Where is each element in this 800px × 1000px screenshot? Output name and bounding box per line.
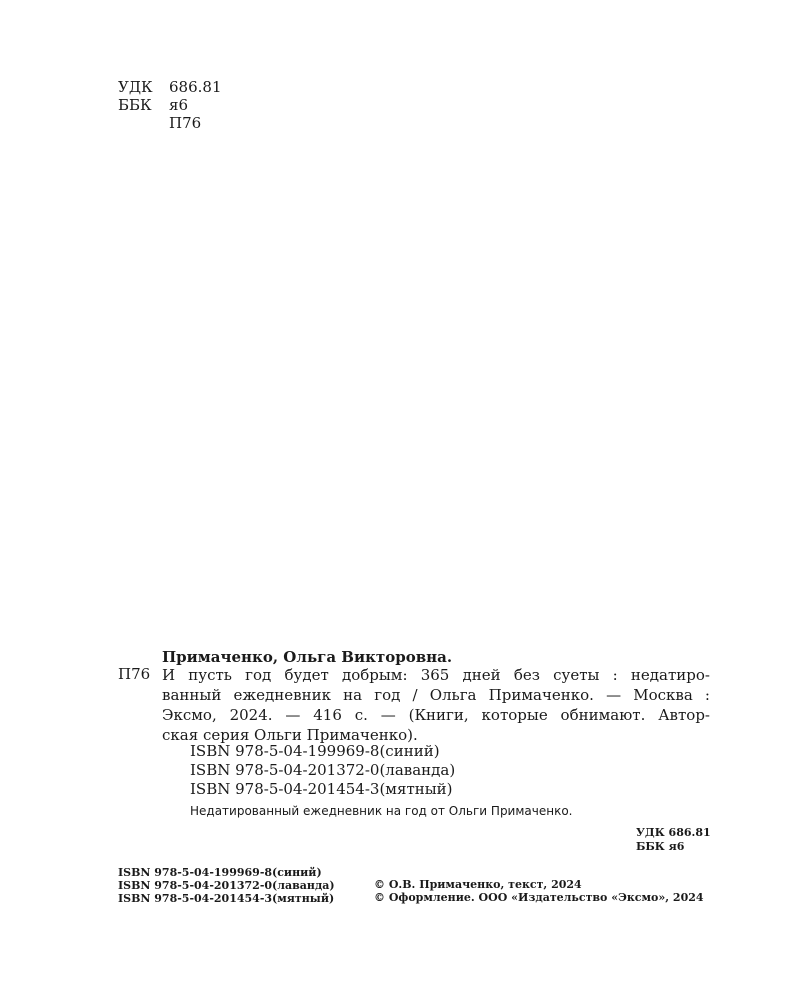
isbn-entry: ISBN 978-5-04-201454-3(мятный) [190, 780, 453, 798]
footer-udk: УДК 686.81 [636, 826, 711, 839]
description-line: ванный ежедневник на год / Ольга Примаченко. — Москва : [162, 686, 710, 704]
description-line: Эксмо, 2024. — 416 с. — (Книги, которые обнимают. Автор- [162, 706, 710, 724]
footer-classification [636, 826, 711, 854]
udk-row [118, 78, 222, 96]
bbk-label: ББК [118, 96, 152, 114]
copyright-block [374, 878, 704, 904]
footer-isbn-list [118, 866, 335, 905]
annotation: Недатированный ежедневник на год от Ольги Примаченко. [190, 804, 573, 818]
classification-block [118, 78, 222, 132]
footer-isbn-entry: ISBN 978-5-04-201454-3(мятный) [118, 892, 335, 905]
udk-label: УДК [118, 78, 153, 96]
footer-bbk: ББК я6 [636, 840, 685, 853]
record-code: П76 [118, 665, 151, 683]
author-sign-label [118, 114, 169, 132]
description-line: ская серия Ольги Примаченко). [162, 726, 418, 744]
udk-value: 686.81 [169, 78, 222, 96]
bbk-row [118, 96, 222, 114]
isbn-entry: ISBN 978-5-04-201372-0(лаванда) [190, 761, 456, 779]
author-sign-value: П76 [169, 114, 202, 132]
footer-isbn-entry: ISBN 978-5-04-201372-0(лаванда) [118, 879, 335, 892]
isbn-list [190, 742, 455, 799]
copyright-text: © О.В. Примаченко, текст, 2024 [374, 878, 582, 891]
copyright-design: © Оформление. ООО «Издательство «Эксмо», 2024 [374, 891, 704, 904]
isbn-entry: ISBN 978-5-04-199969-8(синий) [190, 742, 440, 760]
footer-isbn-entry: ISBN 978-5-04-199969-8(синий) [118, 866, 322, 879]
record-description [162, 665, 710, 745]
author-sign-row [118, 114, 222, 132]
description-line: И пусть год будет добрым: 365 дней без суеты : недатиро- [162, 666, 710, 684]
record-author: Примаченко, Ольга Викторовна. [162, 648, 453, 666]
bbk-value: я6 [169, 96, 189, 114]
